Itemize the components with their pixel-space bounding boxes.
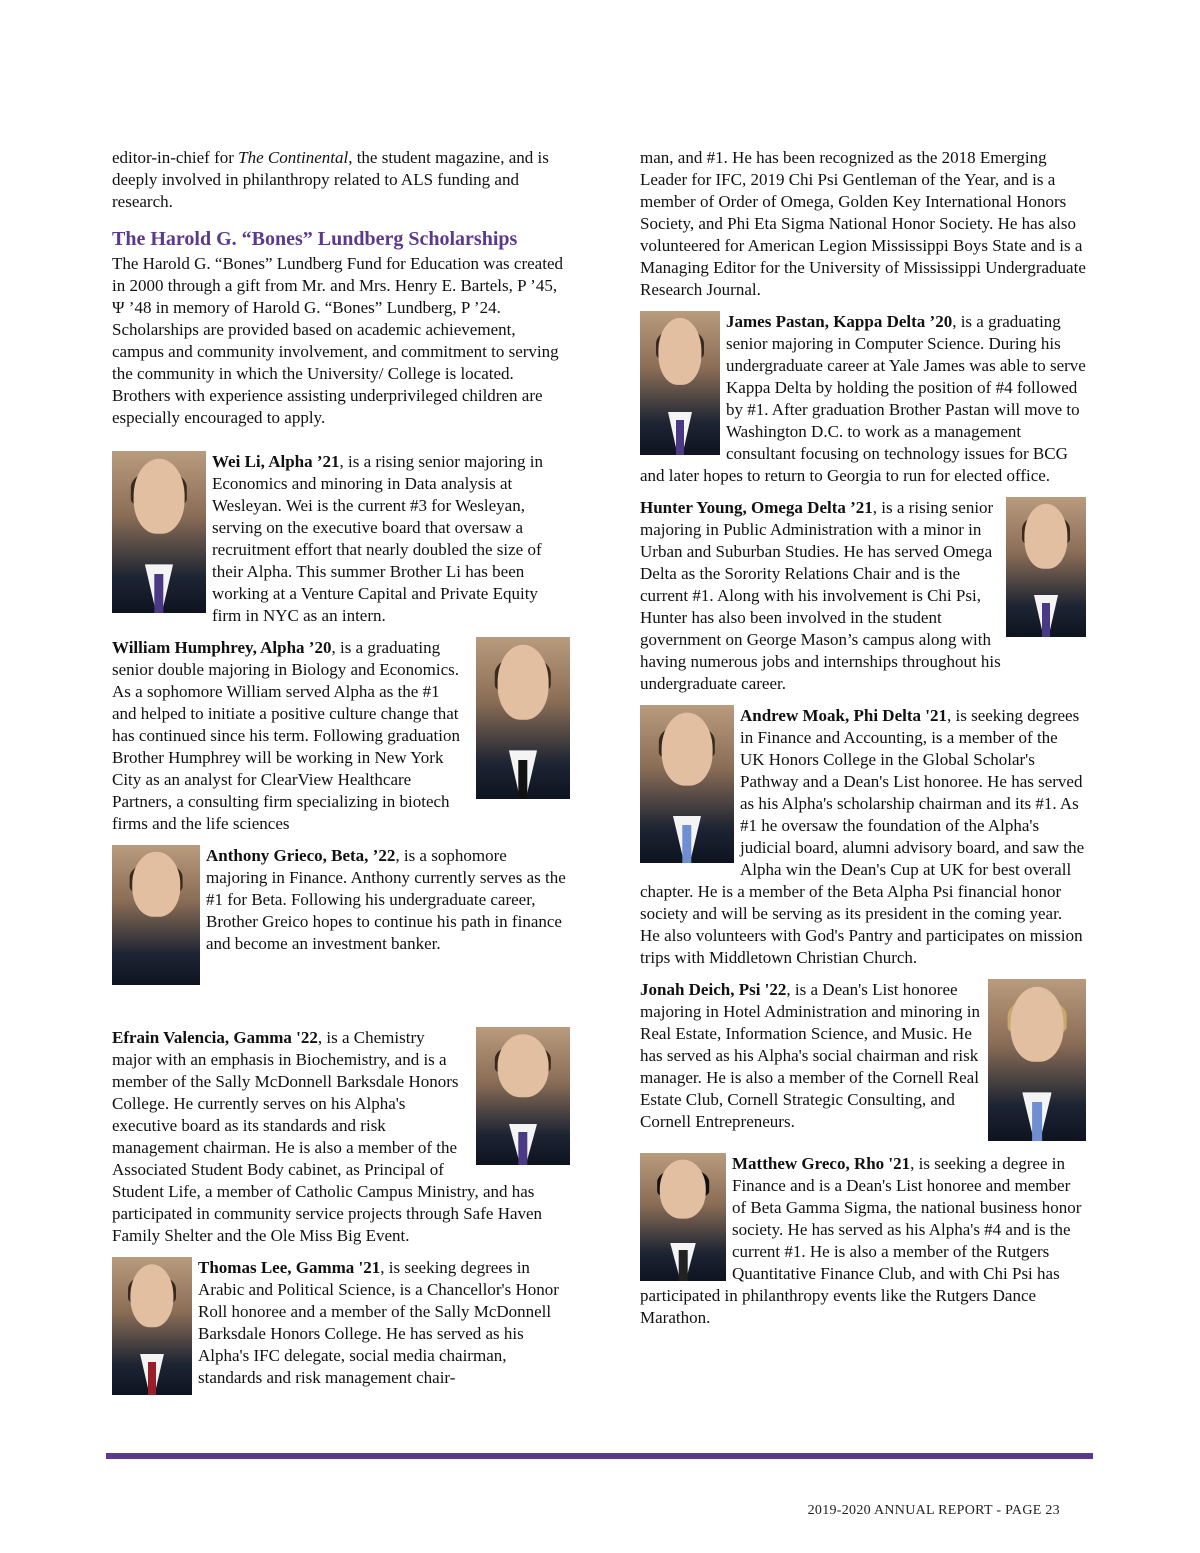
bio-efrain-valencia — [112, 1027, 570, 1247]
intro-paragraph: editor-in-chief for The Continental, the student magazine, and is deeply involved in philanthropy related to ALS funding and research. — [112, 148, 549, 211]
portrait-photo — [112, 845, 200, 985]
bio-text: , is a graduating senior majoring in Computer Science. During his undergraduate career at Yale James was able to serve Kappa Delta by holding the position of #4 followed by #1. After graduation Brother Pastan will move to Washington D.C. to work as a management consultant focusing on technology issues for BCG and later hopes to return to Georgia to run for elected office. — [640, 312, 1086, 485]
footer-rule — [106, 1453, 1093, 1459]
bio-text: , is seeking a degree in Finance and is a Dean's List honoree and member of Beta Gamma Sigma, the national business honor society. He has served as his Alpha's #4 and is the current #1. He is also a member of the Rutgers Quantitative Finance Club, and with Chi Psi has participated in philanthropy events like the Rutgers Dance Marathon. — [640, 1154, 1082, 1327]
bio-text: , is a rising senior majoring in Public Administration with a minor in Urban and Suburban Studies. He has served Omega Delta as the Sorority Relations Chair and is the current #1. Along with his involvement is Chi Psi, Hunter has also been involved in the student government on George Mason’s campus along with having numerous jobs and internships throughout his undergraduate career. — [640, 498, 1001, 693]
section-heading: The Harold G. “Bones” Lundberg Scholarships — [112, 228, 518, 250]
bio-text: , is a graduating senior double majoring in Biology and Economics. As a sophomore William served Alpha as the #1 and helped to initiate a positive culture change that has continued since his term. Following graduation Brother Humphrey will be working in New York City as an analyst for ClearView Healthcare Partners, a consulting firm specializing in biotech firms and the life sciences — [112, 638, 460, 833]
magazine-title: The Continental — [238, 148, 349, 167]
portrait-photo — [112, 1257, 192, 1395]
portrait-photo — [476, 637, 570, 799]
portrait-photo — [112, 451, 206, 613]
bio-wei-li — [112, 451, 570, 627]
bio-name: Thomas Lee, Gamma '21 — [198, 1258, 381, 1277]
bio-name: Wei Li, Alpha ’21 — [212, 452, 340, 471]
bio-name: Efrain Valencia, Gamma '22 — [112, 1028, 318, 1047]
bio-text: , is a sophomore majoring in Finance. Anthony currently serves as the #1 for Beta. Following his undergraduate career, Brother Greico hopes to continue his path in finance and become an investment banker. — [206, 846, 566, 953]
portrait-photo — [988, 979, 1086, 1141]
bio-hunter-young — [640, 497, 1086, 695]
bio-name: James Pastan, Kappa Delta ’20 — [726, 312, 953, 331]
portrait-photo — [1006, 497, 1086, 637]
bio-anthony-grieco — [112, 845, 570, 987]
bio-text: , is a Dean's List honoree majoring in Hotel Administration and minoring in Real Estate, Information Science, and Music. He has served as his Alpha's social chairman and risk manager. He is also a member of the Cornell Real Estate Club, Cornell Strategic Consulting, and Cornell Entrepreneurs. — [640, 980, 980, 1131]
bio-text: , is a rising senior majoring in Economics and minoring in Data analysis at Wesleyan. Wei is the current #3 for Wesleyan, serving on the executive board that oversaw a recruitment effort that nearly doubled the size of their Alpha. This summer Brother Li has been working at a Venture Capital and Private Equity firm in NYC as an intern. — [212, 452, 544, 625]
portrait-photo — [476, 1027, 570, 1165]
continued-paragraph: man, and #1. He has been recognized as the 2018 Emerging Leader for IFC, 2019 Chi Psi Gentleman of the Year, and is a member of Order of Omega, Golden Key International Honors Society, and Phi Eta Sigma National Honor Society. He has also volunteered for American Legion Mississippi Boys State and is a Managing Editor for the University of Mississippi Undergraduate Research Journal. — [640, 148, 1086, 299]
bio-andrew-moak — [640, 705, 1086, 969]
bio-name: Andrew Moak, Phi Delta '21 — [740, 706, 947, 725]
bio-thomas-lee — [112, 1257, 570, 1397]
bio-james-pastan — [640, 311, 1086, 487]
bio-matthew-greco — [640, 1153, 1086, 1329]
portrait-photo — [640, 705, 734, 863]
portrait-photo — [640, 1153, 726, 1281]
page-footer: 2019-2020 ANNUAL REPORT - PAGE 23 — [807, 1503, 1060, 1518]
portrait-photo — [640, 311, 720, 455]
bio-text: , is seeking degrees in Arabic and Political Science, is a Chancellor's Honor Roll honoree and a member of the Sally McDonnell Barksdale Honors College. He has served as his Alpha's IFC delegate, social media chairman, standards and risk management chair- — [198, 1258, 559, 1387]
bio-text: , is a Chemistry major with an emphasis in Biochemistry, and is a member of the Sally McDonnell Barksdale Honors College. He currently serves on his Alpha's executive board as its standards and risk management chairman. He is also a member of the Associated Student Body cabinet, as Principal of Student Life, a member of Catholic Campus Ministry, and has participated in community service projects through Safe Haven Family Shelter and the Ole Miss Big Event. — [112, 1028, 543, 1245]
left-column — [112, 147, 570, 1397]
bio-text: , is seeking degrees in Finance and Accounting, is a member of the UK Honors College in the Global Scholar's Pathway and a Dean's List honoree. He has served as his Alpha's scholarship chairman and its #1. As #1 he oversaw the foundation of the Alpha's judicial board, alumni advisory board, and saw the Alpha win the Dean's Cup at UK for best overall chapter. He is a member of the Beta Alpha Psi financial honor society and will be serving as its president in the coming year. He also volunteers with God's Pantry and participates on mission trips with Middletown Christian Church. — [640, 706, 1085, 967]
bio-name: William Humphrey, Alpha ’20 — [112, 638, 332, 657]
bio-william-humphrey — [112, 637, 570, 835]
right-column — [640, 147, 1086, 1329]
bio-name: Matthew Greco, Rho '21 — [732, 1154, 911, 1173]
bio-jonah-deich — [640, 979, 1086, 1143]
scholarship-description: The Harold G. “Bones” Lundberg Fund for Education was created in 2000 through a gift from Mr. and Mrs. Henry E. Bartels, P ’45, Ψ ’48 in memory of Harold G. “Bones” Lundberg, P ’24. Scholarships are provided based on academic achievement, campus and community involvement, and commitment to serving the community in which the University/ College is located. Brothers with experience assisting underprivileged children are especially encouraged to apply. — [112, 254, 563, 427]
bio-name: Anthony Grieco, Beta, ’22 — [206, 846, 396, 865]
bio-name: Jonah Deich, Psi '22 — [640, 980, 787, 999]
bio-name: Hunter Young, Omega Delta ’21 — [640, 498, 873, 517]
